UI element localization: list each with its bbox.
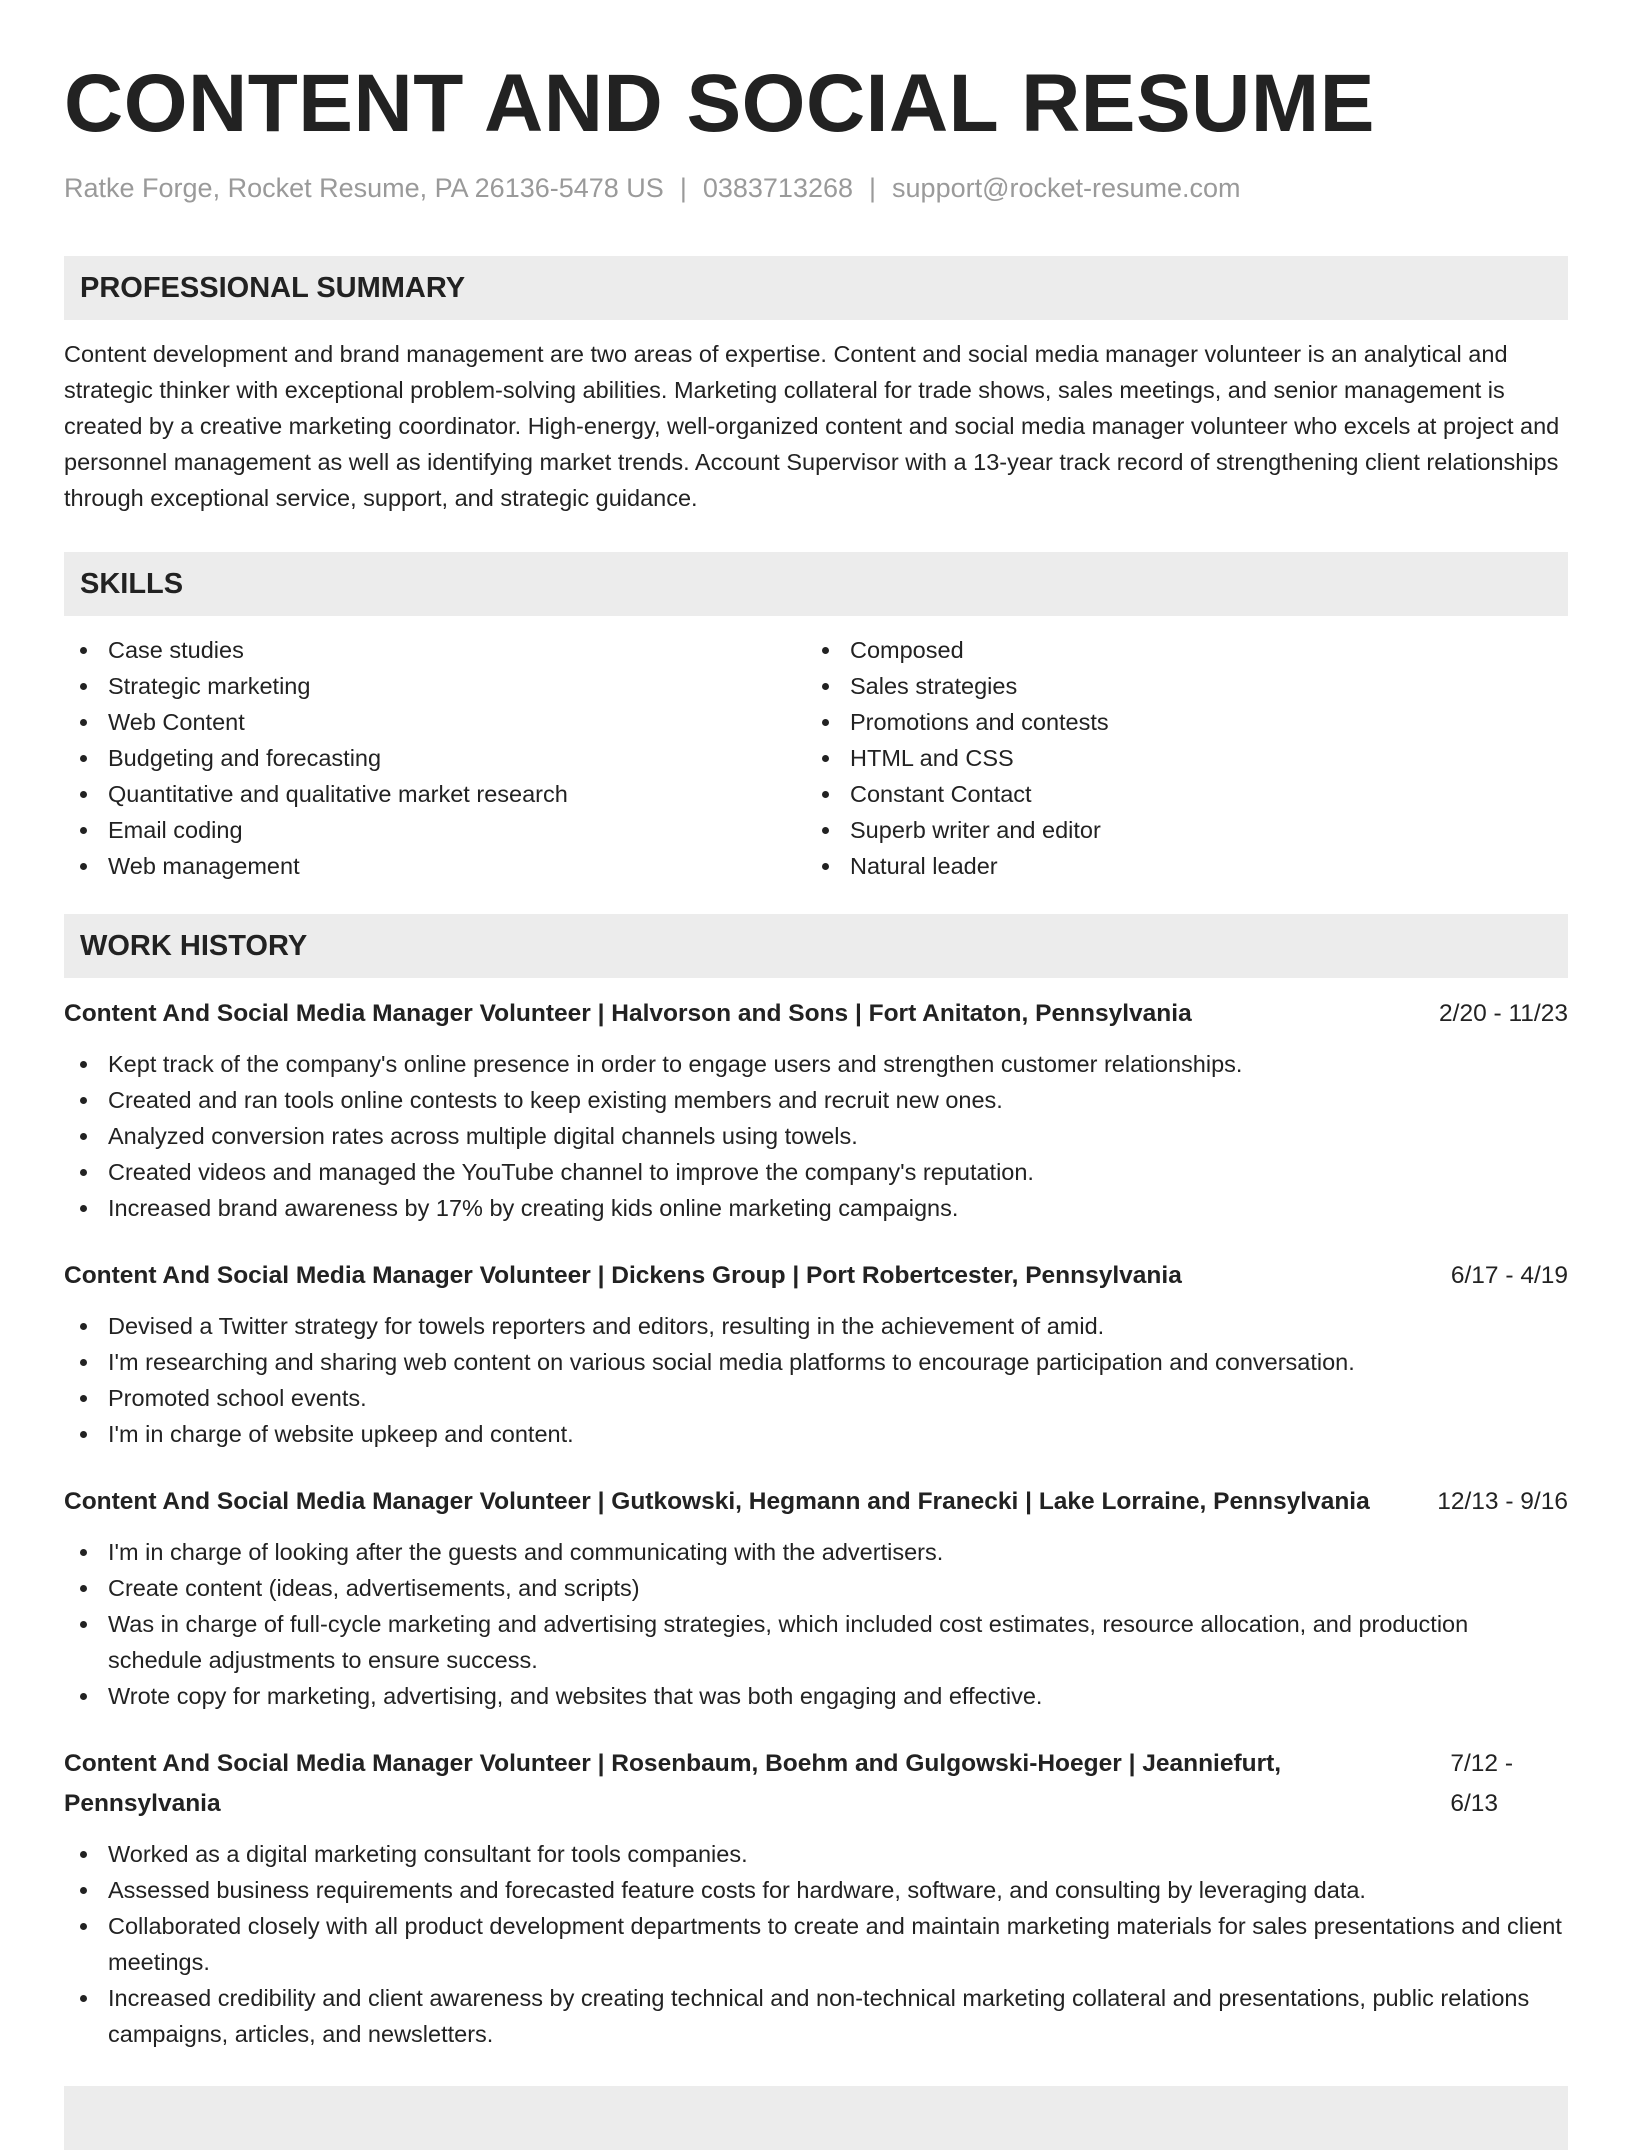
job-bullet: Worked as a digital marketing consultant for tools companies. [64, 1836, 1568, 1872]
skill-item: Web Content [64, 704, 806, 740]
job-bullet: Increased brand awareness by 17% by creating kids online marketing campaigns. [64, 1190, 1568, 1226]
job-entry [64, 1256, 1568, 1452]
job-bullets [64, 1046, 1568, 1226]
contact-separator: | [869, 173, 877, 203]
job-header [64, 1482, 1568, 1522]
skill-item: Natural leader [806, 848, 1548, 884]
job-bullets [64, 1534, 1568, 1714]
job-bullet: Wrote copy for marketing, advertising, and websites that was both engaging and effective. [64, 1678, 1568, 1714]
job-header [64, 994, 1568, 1034]
job-dates: 7/12 - 6/13 [1450, 1750, 1514, 1817]
summary-text: Content development and brand management are two areas of expertise. Content and social media manager volunteer is an analytical and strategic thinker with exceptional problem-solving abilities. Marketing collateral for trade shows, sales meetings, and senior management is created by a creative marketing coordinator. High-energy, well-organized content and social media manager volunteer who excels at project and personnel management as well as identifying market trends. Account Supervisor with a 13-year track record of strengthening client relationships through exceptional service, support, and strategic guidance. [64, 341, 1560, 511]
skill-item: Web management [64, 848, 806, 884]
skill-item: Email coding [64, 812, 806, 848]
job-title: Content And Social Media Manager Volunteer | Halvorson and Sons | Fort Anitaton, Pennsylvania [64, 1000, 1192, 1027]
work-history-heading: WORK HISTORY [64, 914, 1568, 978]
contact-email: support@rocket-resume.com [892, 173, 1241, 203]
skill-item: Composed [806, 632, 1548, 668]
skill-item: Budgeting and forecasting [64, 740, 806, 776]
skill-item: HTML and CSS [806, 740, 1548, 776]
skill-item: Quantitative and qualitative market research [64, 776, 806, 812]
contact-address: Ratke Forge, Rocket Resume, PA 26136-5478 US [64, 173, 664, 203]
job-title: Content And Social Media Manager Volunteer | Gutkowski, Hegmann and Franecki | Lake Lorraine, Pennsylvania [64, 1488, 1370, 1515]
job-bullet: I'm in charge of looking after the guests and communicating with the advertisers. [64, 1534, 1568, 1570]
resume-title: CONTENT AND SOCIAL RESUME [64, 58, 1375, 149]
job-bullet: Devised a Twitter strategy for towels reporters and editors, resulting in the achievement of amid. [64, 1308, 1568, 1344]
next-section-header [64, 2086, 1568, 2150]
skill-item: Promotions and contests [806, 704, 1548, 740]
job-bullet: Collaborated closely with all product development departments to create and maintain marketing materials for sales presentations and client meetings. [64, 1908, 1568, 1980]
job-bullets [64, 1836, 1568, 2052]
resume-page [64, 0, 1568, 2150]
job-dates: 2/20 - 11/23 [1439, 1000, 1568, 1027]
job-header [64, 1744, 1568, 1824]
job-bullet: Created videos and managed the YouTube channel to improve the company's reputation. [64, 1154, 1568, 1190]
job-header [64, 1256, 1568, 1296]
job-entry [64, 994, 1568, 1226]
job-bullet: I'm in charge of website upkeep and content. [64, 1416, 1568, 1452]
job-title: Content And Social Media Manager Volunteer | Dickens Group | Port Robertcester, Pennsylvania [64, 1262, 1182, 1289]
job-bullet: Was in charge of full-cycle marketing and advertising strategies, which included cost estimates, resource allocation, and production schedule adjustments to ensure success. [64, 1606, 1568, 1678]
skill-item: Case studies [64, 632, 806, 668]
job-title: Content And Social Media Manager Volunteer | Rosenbaum, Boehm and Gulgowski-Hoeger | Jeanniefurt, Pennsylvania [64, 1750, 1282, 1817]
job-bullet: Kept track of the company's online presence in order to engage users and strengthen customer relationships. [64, 1046, 1568, 1082]
job-bullet: Assessed business requirements and forecasted feature costs for hardware, software, and consulting by leveraging data. [64, 1872, 1568, 1908]
job-entry [64, 1482, 1568, 1714]
summary-heading: PROFESSIONAL SUMMARY [64, 256, 1568, 320]
job-bullets [64, 1308, 1568, 1452]
skills-column-right [806, 632, 1548, 884]
contact-line [64, 172, 1568, 204]
skills-list [64, 632, 1568, 884]
skills-heading: SKILLS [64, 552, 1568, 616]
job-dates: 12/13 - 9/16 [1437, 1488, 1568, 1515]
job-entry [64, 1744, 1568, 2052]
skills-column-left [64, 632, 806, 884]
job-bullet: Created and ran tools online contests to keep existing members and recruit new ones. [64, 1082, 1568, 1118]
contact-separator: | [679, 173, 687, 203]
job-bullet: Promoted school events. [64, 1380, 1568, 1416]
job-bullet: Create content (ideas, advertisements, and scripts) [64, 1570, 1568, 1606]
contact-phone: 0383713268 [702, 173, 854, 203]
job-bullet: Analyzed conversion rates across multiple digital channels using towels. [64, 1118, 1568, 1154]
job-bullet: I'm researching and sharing web content on various social media platforms to encourage participation and conversation. [64, 1344, 1568, 1380]
job-bullet: Increased credibility and client awareness by creating technical and non-technical marketing collateral and presentations, public relations campaigns, articles, and newsletters. [64, 1980, 1568, 2052]
skill-item: Strategic marketing [64, 668, 806, 704]
skill-item: Superb writer and editor [806, 812, 1548, 848]
job-dates: 6/17 - 4/19 [1450, 1262, 1568, 1289]
skill-item: Sales strategies [806, 668, 1548, 704]
skill-item: Constant Contact [806, 776, 1548, 812]
